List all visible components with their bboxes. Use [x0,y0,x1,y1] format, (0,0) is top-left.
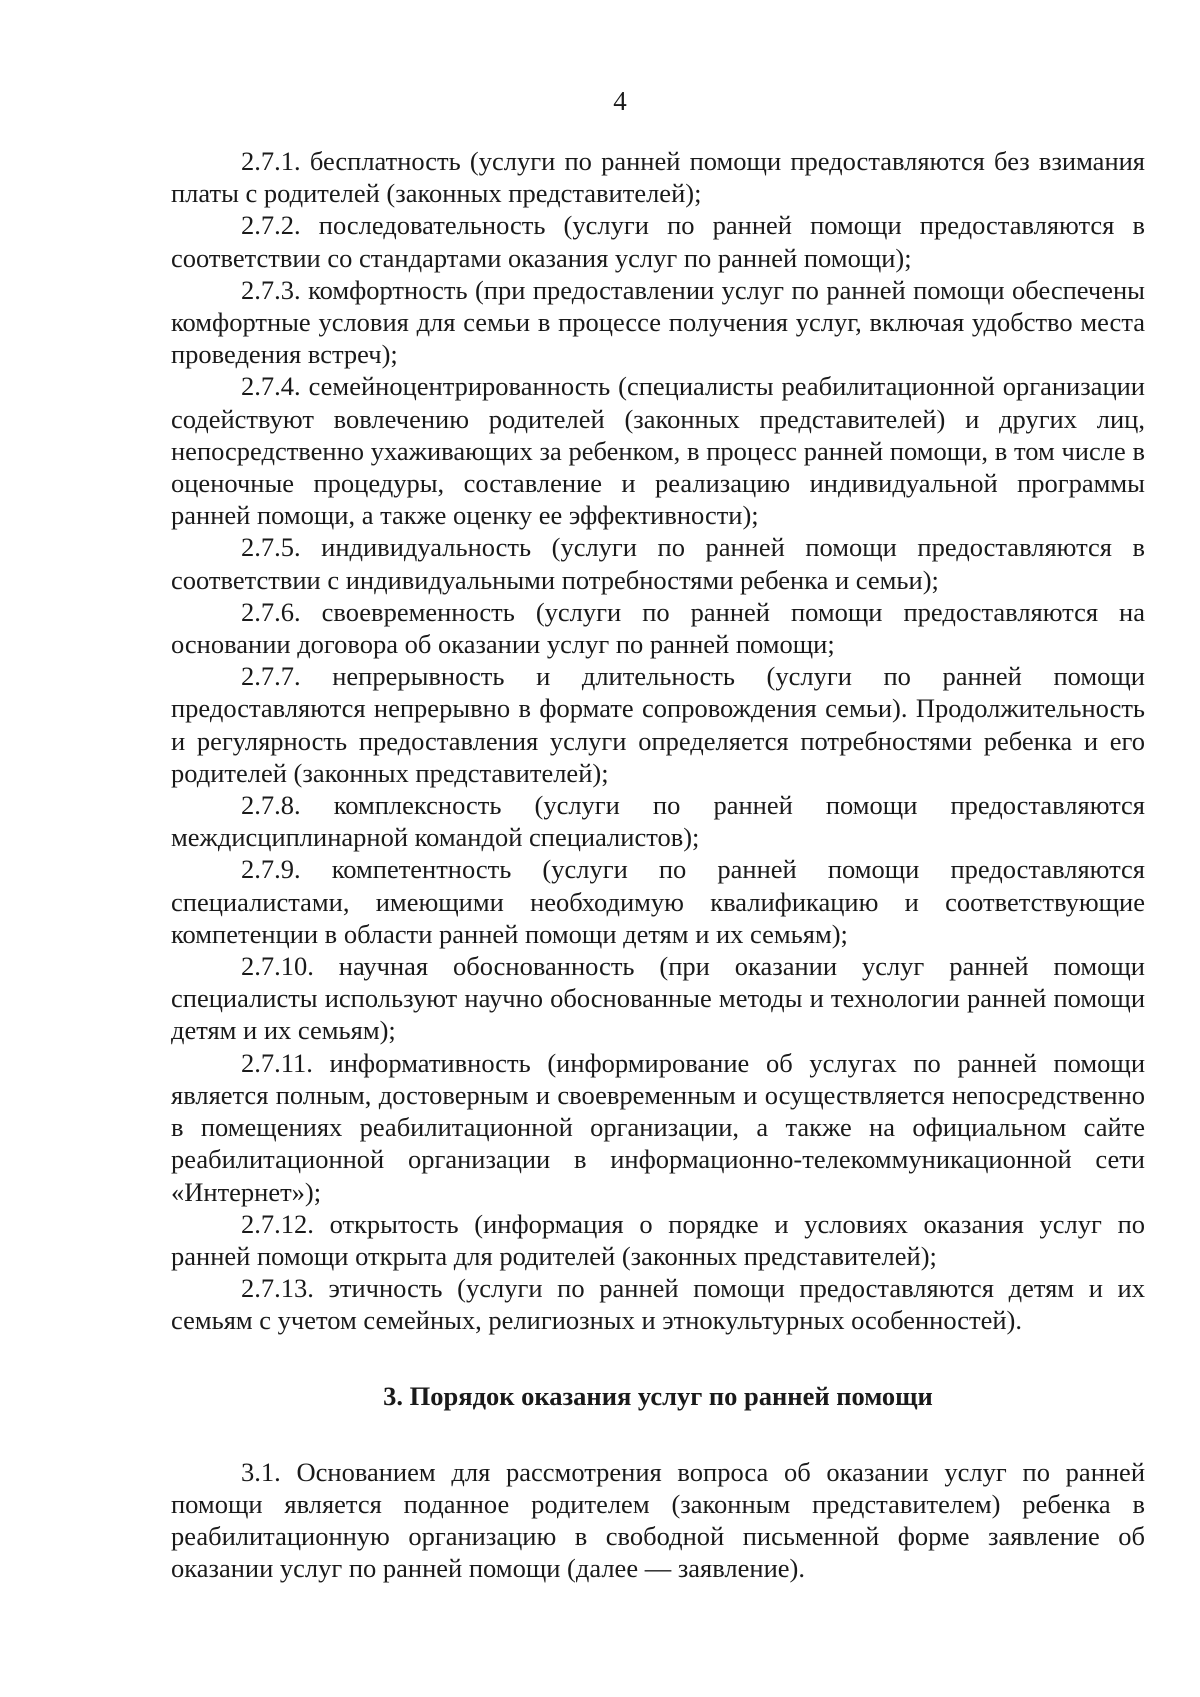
page-number: 4 [613,86,627,116]
paragraph-2-7-4: 2.7.4. семейноцентрированность (специалисты реабилитационной организации содействуют вовлечению родителей (законных представителей) и других лиц, непосредственно ухаживающих за ребенком, в процесс ранней помощи, в том числе в оценочные процедуры, составление и реализацию индивидуальной программы ранней помощи, а также оценку ее эффективности); [171,371,1145,531]
section-title: 3. Порядок оказания услуг по ранней помощи [383,1380,933,1411]
paragraph-2-7-9: 2.7.9. компетентность (услуги по ранней помощи предоставляются специалистами, имеющими необходимую квалификацию и соответствующие компетенции в области ранней помощи детям и их семьям); [171,854,1145,949]
document-body [171,145,1145,1584]
paragraph-2-7-7: 2.7.7. непрерывность и длительность (услуги по ранней помощи предоставляются непрерывно в формате сопровождения семьи). Продолжительность и регулярность предоставления услуги определяется потребностями ребенка и его родителей (законных представителей); [171,661,1145,788]
paragraph-2-7-11: 2.7.11. информативность (информирование об услугах по ранней помощи является полным, достоверным и своевременным и осуществляется непосредственно в помещениях реабилитационной организации, а также на официальном сайте реабилитационной организации в информационно-телекоммуникационной сети «Интернет»); [171,1047,1145,1207]
paragraph-2-7-2: 2.7.2. последовательность (услуги по ранней помощи предоставляются в соответствии со стандартами оказания услуг по ранней помощи); [171,210,1145,273]
paragraph-2-7-6: 2.7.6. своевременность (услуги по ранней помощи предоставляются на основании договора об оказании услуг по ранней помощи; [171,596,1145,660]
paragraph-2-7-13: 2.7.13. этичность (услуги по ранней помощи предоставляются детям и их семьям с учетом семейных, религиозных и этнокультурных особенностей). [171,1273,1145,1336]
paragraph-2-7-8: 2.7.8. комплексность (услуги по ранней помощи предоставляются междисциплинарной командой специалистов); [171,790,1145,853]
paragraph-2-7-1: 2.7.1. бесплатность (услуги по ранней помощи предоставляются без взимания платы с родителей (законных представителей); [171,146,1145,209]
paragraph-2-7-12: 2.7.12. открытость (информация о порядке и условиях оказания услуг по ранней помощи открыта для родителей (законных представителей); [171,1208,1145,1271]
paragraph-2-7-10: 2.7.10. научная обоснованность (при оказании услуг ранней помощи специалисты используют научно обоснованные методы и технологии ранней помощи детям и их семьям); [171,951,1145,1046]
paragraph-2-7-5: 2.7.5. индивидуальность (услуги по ранней помощи предоставляются в соответствии с индивидуальными потребностями ребенка и семьи); [171,532,1145,595]
paragraph-2-7-3: 2.7.3. комфортность (при предоставлении услуг по ранней помощи обеспечены комфортные условия для семьи в процессе получения услуг, включая удобство места проведения встреч); [171,274,1145,370]
paragraph-3-1: 3.1. Основанием для рассмотрения вопроса об оказании услуг по ранней помощи является поданное родителем (законным представителем) ребенка в реабилитационную организацию в свободной письменной форме заявление об оказании услуг по ранней помощи (далее — заявление). [171,1456,1145,1584]
